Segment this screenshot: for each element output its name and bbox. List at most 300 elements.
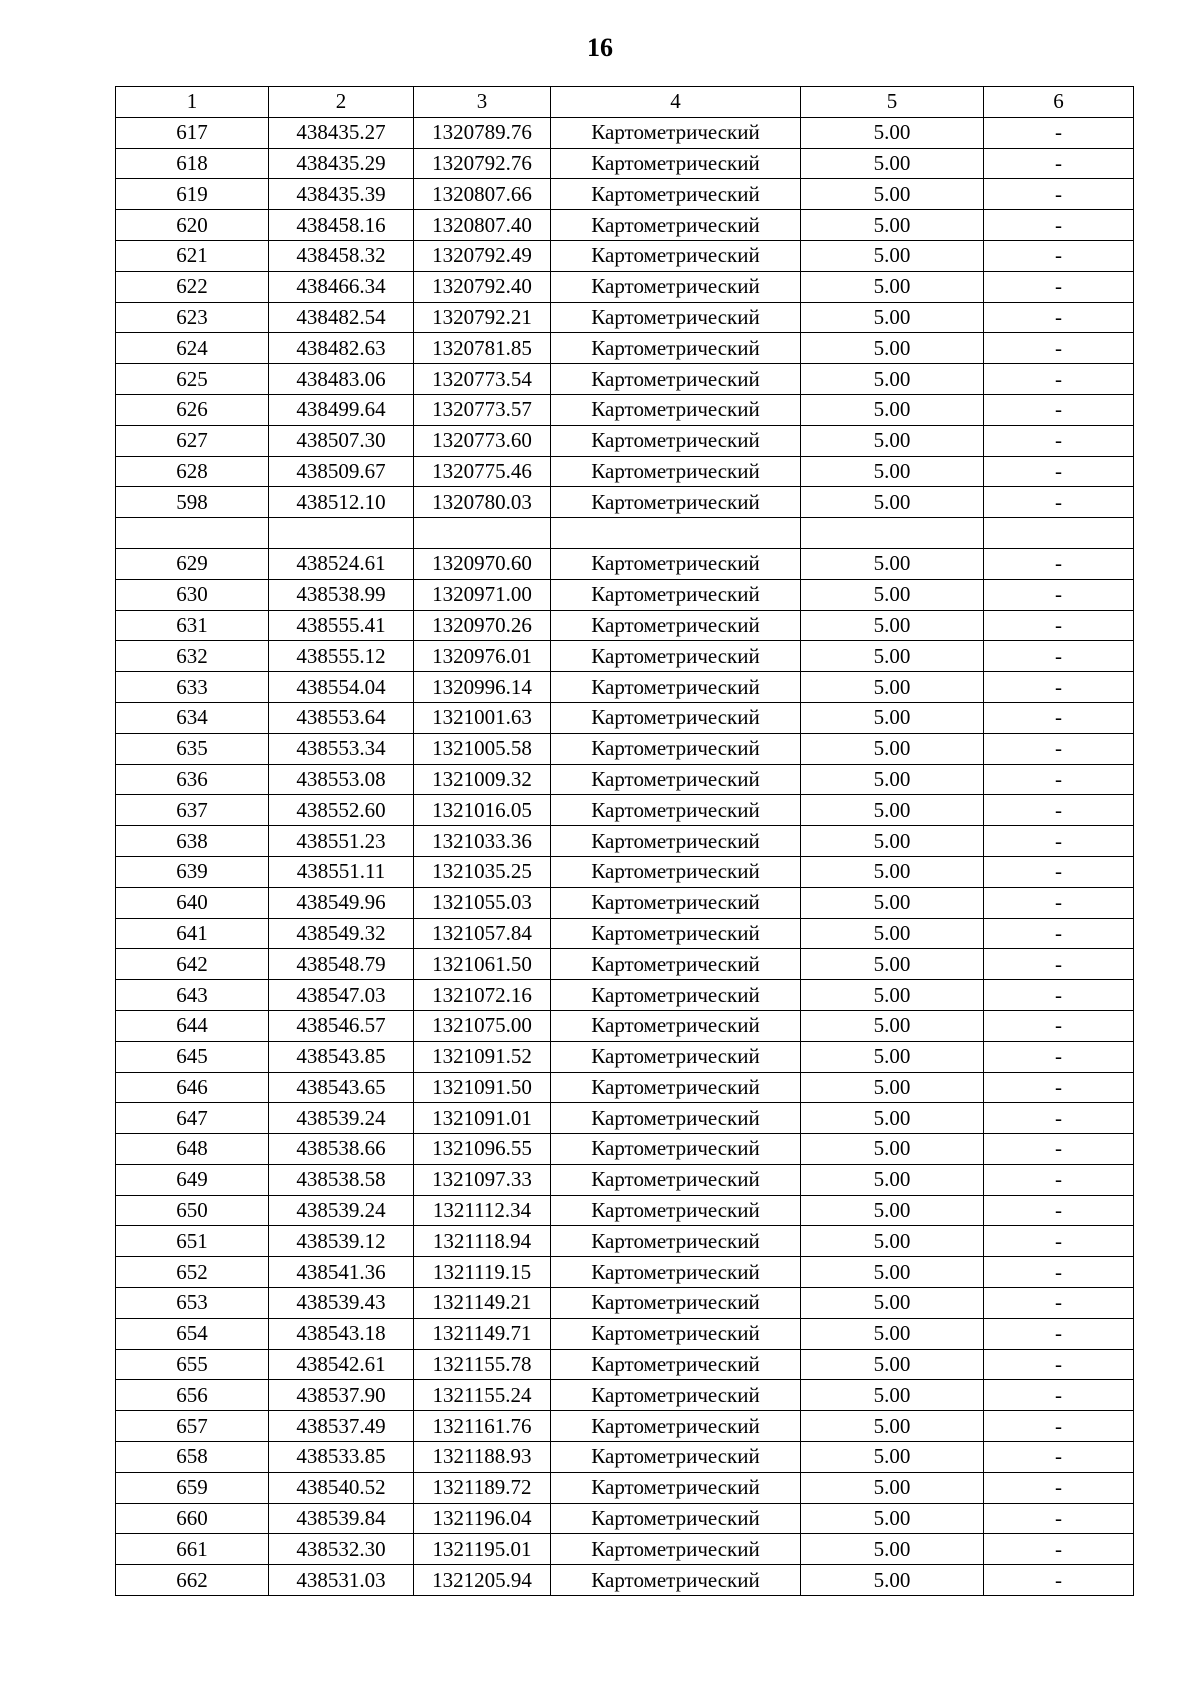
point-number-cell: 649 — [116, 1164, 269, 1195]
accuracy-cell: 5.00 — [801, 1164, 984, 1195]
table-row — [116, 1472, 1134, 1503]
y-coordinate-cell: 1321055.03 — [414, 887, 551, 918]
accuracy-cell: 5.00 — [801, 1472, 984, 1503]
accuracy-cell: 5.00 — [801, 456, 984, 487]
method-cell: Картометрический — [551, 1041, 801, 1072]
method-cell: Картометрический — [551, 333, 801, 364]
accuracy-cell: 5.00 — [801, 179, 984, 210]
table-row — [116, 333, 1134, 364]
x-coordinate-cell: 438458.32 — [269, 240, 414, 271]
point-number-cell: 598 — [116, 487, 269, 518]
method-cell: Картометрический — [551, 1257, 801, 1288]
x-coordinate-cell: 438543.18 — [269, 1318, 414, 1349]
table-row — [116, 1072, 1134, 1103]
note-cell: - — [984, 271, 1134, 302]
table-row — [116, 394, 1134, 425]
table-row — [116, 733, 1134, 764]
method-cell: Картометрический — [551, 610, 801, 641]
method-cell: Картометрический — [551, 240, 801, 271]
note-cell: - — [984, 240, 1134, 271]
note-cell: - — [984, 148, 1134, 179]
point-number-cell: 637 — [116, 795, 269, 826]
x-coordinate-cell: 438551.11 — [269, 856, 414, 887]
table-row — [116, 1195, 1134, 1226]
point-number-cell: 642 — [116, 949, 269, 980]
point-number-cell: 650 — [116, 1195, 269, 1226]
y-coordinate-cell: 1321096.55 — [414, 1134, 551, 1165]
header-row — [116, 87, 1134, 118]
table-row — [116, 1565, 1134, 1596]
method-cell: Картометрический — [551, 887, 801, 918]
note-cell: - — [984, 795, 1134, 826]
accuracy-cell: 5.00 — [801, 1534, 984, 1565]
point-number-cell: 644 — [116, 1010, 269, 1041]
y-coordinate-cell: 1321149.71 — [414, 1318, 551, 1349]
y-coordinate-cell: 1320792.76 — [414, 148, 551, 179]
note-cell: - — [984, 702, 1134, 733]
method-cell: Картометрический — [551, 1134, 801, 1165]
note-cell: - — [984, 1134, 1134, 1165]
table-row — [116, 1534, 1134, 1565]
note-cell: - — [984, 1534, 1134, 1565]
point-number-cell: 648 — [116, 1134, 269, 1165]
point-number-cell: 623 — [116, 302, 269, 333]
y-coordinate-cell: 1321112.34 — [414, 1195, 551, 1226]
table-row — [116, 210, 1134, 241]
table-row — [116, 1442, 1134, 1473]
table-row — [116, 826, 1134, 857]
y-coordinate-cell: 1321001.63 — [414, 702, 551, 733]
y-coordinate-cell: 1321119.15 — [414, 1257, 551, 1288]
x-coordinate-cell: 438538.99 — [269, 579, 414, 610]
x-coordinate-cell: 438540.52 — [269, 1472, 414, 1503]
note-cell: - — [984, 641, 1134, 672]
table-row — [116, 179, 1134, 210]
accuracy-cell: 5.00 — [801, 117, 984, 148]
method-cell: Картометрический — [551, 856, 801, 887]
note-cell: - — [984, 1288, 1134, 1319]
y-coordinate-cell: 1321005.58 — [414, 733, 551, 764]
y-coordinate-cell: 1320775.46 — [414, 456, 551, 487]
x-coordinate-cell: 438482.63 — [269, 333, 414, 364]
method-cell: Картометрический — [551, 148, 801, 179]
note-cell: - — [984, 887, 1134, 918]
x-coordinate-cell: 438555.12 — [269, 641, 414, 672]
accuracy-cell: 5.00 — [801, 702, 984, 733]
y-coordinate-cell: 1321097.33 — [414, 1164, 551, 1195]
accuracy-cell: 5.00 — [801, 1226, 984, 1257]
note-cell — [984, 518, 1134, 549]
point-number-cell: 625 — [116, 364, 269, 395]
y-coordinate-cell: 1321149.21 — [414, 1288, 551, 1319]
method-cell: Картометрический — [551, 980, 801, 1011]
point-number-cell: 626 — [116, 394, 269, 425]
x-coordinate-cell: 438466.34 — [269, 271, 414, 302]
note-cell: - — [984, 394, 1134, 425]
note-cell: - — [984, 1503, 1134, 1534]
point-number-cell: 651 — [116, 1226, 269, 1257]
point-number-cell: 631 — [116, 610, 269, 641]
table-row — [116, 949, 1134, 980]
point-number-cell: 621 — [116, 240, 269, 271]
table-row — [116, 856, 1134, 887]
y-coordinate-cell: 1321091.52 — [414, 1041, 551, 1072]
note-cell: - — [984, 733, 1134, 764]
method-cell: Картометрический — [551, 1195, 801, 1226]
point-number-cell: 654 — [116, 1318, 269, 1349]
y-coordinate-cell: 1321091.50 — [414, 1072, 551, 1103]
point-number-cell: 636 — [116, 764, 269, 795]
method-cell: Картометрический — [551, 764, 801, 795]
point-number-cell: 632 — [116, 641, 269, 672]
table-header — [116, 87, 1134, 118]
point-number-cell: 619 — [116, 179, 269, 210]
x-coordinate-cell: 438435.27 — [269, 117, 414, 148]
method-cell: Картометрический — [551, 733, 801, 764]
point-number-cell: 622 — [116, 271, 269, 302]
y-coordinate-cell: 1321196.04 — [414, 1503, 551, 1534]
accuracy-cell: 5.00 — [801, 1103, 984, 1134]
y-coordinate-cell: 1321118.94 — [414, 1226, 551, 1257]
point-number-cell: 624 — [116, 333, 269, 364]
column-header-6: 6 — [984, 87, 1134, 118]
point-number-cell: 639 — [116, 856, 269, 887]
table-row — [116, 487, 1134, 518]
y-coordinate-cell: 1320792.49 — [414, 240, 551, 271]
x-coordinate-cell: 438482.54 — [269, 302, 414, 333]
x-coordinate-cell: 438538.66 — [269, 1134, 414, 1165]
accuracy-cell: 5.00 — [801, 1565, 984, 1596]
table-row — [116, 148, 1134, 179]
x-coordinate-cell: 438546.57 — [269, 1010, 414, 1041]
y-coordinate-cell: 1320789.76 — [414, 117, 551, 148]
x-coordinate-cell: 438554.04 — [269, 672, 414, 703]
method-cell: Картометрический — [551, 795, 801, 826]
y-coordinate-cell: 1320976.01 — [414, 641, 551, 672]
x-coordinate-cell: 438547.03 — [269, 980, 414, 1011]
accuracy-cell: 5.00 — [801, 980, 984, 1011]
method-cell: Картометрический — [551, 702, 801, 733]
method-cell: Картометрический — [551, 1534, 801, 1565]
x-coordinate-cell: 438553.08 — [269, 764, 414, 795]
accuracy-cell: 5.00 — [801, 240, 984, 271]
y-coordinate-cell: 1320971.00 — [414, 579, 551, 610]
note-cell: - — [984, 456, 1134, 487]
note-cell: - — [984, 364, 1134, 395]
note-cell: - — [984, 1103, 1134, 1134]
method-cell: Картометрический — [551, 641, 801, 672]
y-coordinate-cell: 1320807.40 — [414, 210, 551, 241]
table-row — [116, 1010, 1134, 1041]
accuracy-cell: 5.00 — [801, 1442, 984, 1473]
x-coordinate-cell: 438542.61 — [269, 1349, 414, 1380]
note-cell: - — [984, 1380, 1134, 1411]
page-number: 16 — [587, 33, 613, 62]
x-coordinate-cell: 438435.29 — [269, 148, 414, 179]
point-number-cell: 647 — [116, 1103, 269, 1134]
method-cell: Картометрический — [551, 1411, 801, 1442]
table-body — [116, 117, 1134, 1595]
y-coordinate-cell: 1321091.01 — [414, 1103, 551, 1134]
y-coordinate-cell: 1320773.57 — [414, 394, 551, 425]
note-cell: - — [984, 918, 1134, 949]
x-coordinate-cell: 438533.85 — [269, 1442, 414, 1473]
accuracy-cell: 5.00 — [801, 826, 984, 857]
note-cell: - — [984, 1318, 1134, 1349]
method-cell: Картометрический — [551, 210, 801, 241]
table-row — [116, 302, 1134, 333]
point-number-cell: 628 — [116, 456, 269, 487]
x-coordinate-cell: 438531.03 — [269, 1565, 414, 1596]
y-coordinate-cell: 1321035.25 — [414, 856, 551, 887]
x-coordinate-cell: 438539.43 — [269, 1288, 414, 1319]
note-cell: - — [984, 980, 1134, 1011]
note-cell: - — [984, 856, 1134, 887]
method-cell: Картометрический — [551, 1103, 801, 1134]
y-coordinate-cell: 1321189.72 — [414, 1472, 551, 1503]
table-row — [116, 1134, 1134, 1165]
method-cell: Картометрический — [551, 672, 801, 703]
method-cell: Картометрический — [551, 1442, 801, 1473]
note-cell: - — [984, 764, 1134, 795]
x-coordinate-cell: 438538.58 — [269, 1164, 414, 1195]
table-row — [116, 240, 1134, 271]
note-cell: - — [984, 1164, 1134, 1195]
accuracy-cell: 5.00 — [801, 1503, 984, 1534]
accuracy-cell: 5.00 — [801, 672, 984, 703]
method-cell: Картометрический — [551, 918, 801, 949]
method-cell: Картометрический — [551, 1503, 801, 1534]
y-coordinate-cell: 1321161.76 — [414, 1411, 551, 1442]
point-number-cell: 643 — [116, 980, 269, 1011]
note-cell: - — [984, 1411, 1134, 1442]
point-number-cell: 657 — [116, 1411, 269, 1442]
y-coordinate-cell: 1321195.01 — [414, 1534, 551, 1565]
accuracy-cell: 5.00 — [801, 1318, 984, 1349]
x-coordinate-cell: 438458.16 — [269, 210, 414, 241]
method-cell: Картометрический — [551, 117, 801, 148]
x-coordinate-cell: 438507.30 — [269, 425, 414, 456]
y-coordinate-cell: 1321009.32 — [414, 764, 551, 795]
method-cell: Картометрический — [551, 487, 801, 518]
x-coordinate-cell: 438499.64 — [269, 394, 414, 425]
note-cell: - — [984, 487, 1134, 518]
coordinates-table — [115, 86, 1134, 1596]
y-coordinate-cell: 1321072.16 — [414, 980, 551, 1011]
table-row — [116, 1503, 1134, 1534]
note-cell: - — [984, 210, 1134, 241]
y-coordinate-cell: 1320970.60 — [414, 548, 551, 579]
note-cell: - — [984, 1041, 1134, 1072]
table-row — [116, 117, 1134, 148]
note-cell: - — [984, 1472, 1134, 1503]
x-coordinate-cell: 438543.65 — [269, 1072, 414, 1103]
y-coordinate-cell: 1321075.00 — [414, 1010, 551, 1041]
column-header-1: 1 — [116, 87, 269, 118]
method-cell: Картометрический — [551, 579, 801, 610]
y-coordinate-cell: 1321155.24 — [414, 1380, 551, 1411]
accuracy-cell: 5.00 — [801, 271, 984, 302]
accuracy-cell: 5.00 — [801, 394, 984, 425]
note-cell: - — [984, 117, 1134, 148]
table-row — [116, 1349, 1134, 1380]
method-cell: Картометрический — [551, 1565, 801, 1596]
y-coordinate-cell: 1321188.93 — [414, 1442, 551, 1473]
point-number-cell: 633 — [116, 672, 269, 703]
accuracy-cell: 5.00 — [801, 148, 984, 179]
column-header-5: 5 — [801, 87, 984, 118]
table-row — [116, 1411, 1134, 1442]
note-cell: - — [984, 949, 1134, 980]
table-row — [116, 887, 1134, 918]
point-number-cell: 655 — [116, 1349, 269, 1380]
x-coordinate-cell: 438539.24 — [269, 1195, 414, 1226]
point-number-cell: 662 — [116, 1565, 269, 1596]
point-number-cell: 618 — [116, 148, 269, 179]
accuracy-cell: 5.00 — [801, 1349, 984, 1380]
table-row — [116, 610, 1134, 641]
note-cell: - — [984, 425, 1134, 456]
table-row — [116, 702, 1134, 733]
x-coordinate-cell: 438537.49 — [269, 1411, 414, 1442]
accuracy-cell: 5.00 — [801, 487, 984, 518]
method-cell: Картометрический — [551, 1288, 801, 1319]
note-cell: - — [984, 302, 1134, 333]
table-row — [116, 1164, 1134, 1195]
x-coordinate-cell: 438539.12 — [269, 1226, 414, 1257]
accuracy-cell: 5.00 — [801, 949, 984, 980]
x-coordinate-cell: 438512.10 — [269, 487, 414, 518]
x-coordinate-cell: 438551.23 — [269, 826, 414, 857]
point-number-cell: 652 — [116, 1257, 269, 1288]
x-coordinate-cell: 438541.36 — [269, 1257, 414, 1288]
accuracy-cell: 5.00 — [801, 579, 984, 610]
x-coordinate-cell: 438539.24 — [269, 1103, 414, 1134]
point-number-cell: 629 — [116, 548, 269, 579]
method-cell: Картометрический — [551, 949, 801, 980]
method-cell: Картометрический — [551, 1164, 801, 1195]
method-cell: Картометрический — [551, 271, 801, 302]
point-number-cell: 635 — [116, 733, 269, 764]
y-coordinate-cell: 1320792.40 — [414, 271, 551, 302]
y-coordinate-cell: 1320792.21 — [414, 302, 551, 333]
table-row — [116, 795, 1134, 826]
point-number-cell: 630 — [116, 579, 269, 610]
y-coordinate-cell: 1320780.03 — [414, 487, 551, 518]
method-cell: Картометрический — [551, 364, 801, 395]
accuracy-cell: 5.00 — [801, 333, 984, 364]
x-coordinate-cell: 438532.30 — [269, 1534, 414, 1565]
point-number-cell: 656 — [116, 1380, 269, 1411]
table-row — [116, 518, 1134, 549]
accuracy-cell: 5.00 — [801, 856, 984, 887]
note-cell: - — [984, 1442, 1134, 1473]
accuracy-cell: 5.00 — [801, 918, 984, 949]
point-number-cell: 653 — [116, 1288, 269, 1319]
y-coordinate-cell: 1320970.26 — [414, 610, 551, 641]
accuracy-cell: 5.00 — [801, 1288, 984, 1319]
note-cell: - — [984, 333, 1134, 364]
accuracy-cell: 5.00 — [801, 610, 984, 641]
method-cell: Картометрический — [551, 302, 801, 333]
note-cell: - — [984, 1257, 1134, 1288]
y-coordinate-cell — [414, 518, 551, 549]
y-coordinate-cell: 1321061.50 — [414, 949, 551, 980]
y-coordinate-cell: 1320773.54 — [414, 364, 551, 395]
y-coordinate-cell: 1321016.05 — [414, 795, 551, 826]
point-number-cell: 634 — [116, 702, 269, 733]
table-row — [116, 548, 1134, 579]
y-coordinate-cell: 1321033.36 — [414, 826, 551, 857]
table-row — [116, 271, 1134, 302]
accuracy-cell: 5.00 — [801, 548, 984, 579]
x-coordinate-cell: 438483.06 — [269, 364, 414, 395]
point-number-cell: 661 — [116, 1534, 269, 1565]
y-coordinate-cell: 1320807.66 — [414, 179, 551, 210]
accuracy-cell: 5.00 — [801, 425, 984, 456]
table-row — [116, 425, 1134, 456]
y-coordinate-cell: 1320996.14 — [414, 672, 551, 703]
table-row — [116, 1380, 1134, 1411]
note-cell: - — [984, 672, 1134, 703]
note-cell: - — [984, 610, 1134, 641]
note-cell: - — [984, 1226, 1134, 1257]
point-number-cell: 620 — [116, 210, 269, 241]
table-row — [116, 1318, 1134, 1349]
x-coordinate-cell: 438509.67 — [269, 456, 414, 487]
accuracy-cell: 5.00 — [801, 1072, 984, 1103]
method-cell: Картометрический — [551, 1472, 801, 1503]
point-number-cell: 645 — [116, 1041, 269, 1072]
method-cell — [551, 518, 801, 549]
table-row — [116, 1257, 1134, 1288]
x-coordinate-cell: 438553.64 — [269, 702, 414, 733]
method-cell: Картометрический — [551, 1226, 801, 1257]
note-cell: - — [984, 1072, 1134, 1103]
accuracy-cell: 5.00 — [801, 1134, 984, 1165]
point-number-cell: 627 — [116, 425, 269, 456]
note-cell: - — [984, 826, 1134, 857]
x-coordinate-cell: 438524.61 — [269, 548, 414, 579]
y-coordinate-cell: 1320773.60 — [414, 425, 551, 456]
note-cell: - — [984, 179, 1134, 210]
table-row — [116, 579, 1134, 610]
note-cell: - — [984, 1195, 1134, 1226]
note-cell: - — [984, 1565, 1134, 1596]
accuracy-cell: 5.00 — [801, 764, 984, 795]
accuracy-cell: 5.00 — [801, 1010, 984, 1041]
method-cell: Картометрический — [551, 548, 801, 579]
method-cell: Картометрический — [551, 456, 801, 487]
method-cell: Картометрический — [551, 425, 801, 456]
accuracy-cell: 5.00 — [801, 1411, 984, 1442]
accuracy-cell: 5.00 — [801, 641, 984, 672]
table-row — [116, 1041, 1134, 1072]
point-number-cell: 660 — [116, 1503, 269, 1534]
accuracy-cell — [801, 518, 984, 549]
x-coordinate-cell: 438548.79 — [269, 949, 414, 980]
column-header-3: 3 — [414, 87, 551, 118]
accuracy-cell: 5.00 — [801, 795, 984, 826]
point-number-cell: 640 — [116, 887, 269, 918]
x-coordinate-cell: 438555.41 — [269, 610, 414, 641]
table-row — [116, 764, 1134, 795]
table-row — [116, 641, 1134, 672]
accuracy-cell: 5.00 — [801, 364, 984, 395]
y-coordinate-cell: 1320781.85 — [414, 333, 551, 364]
table-row — [116, 1288, 1134, 1319]
method-cell: Картометрический — [551, 1010, 801, 1041]
